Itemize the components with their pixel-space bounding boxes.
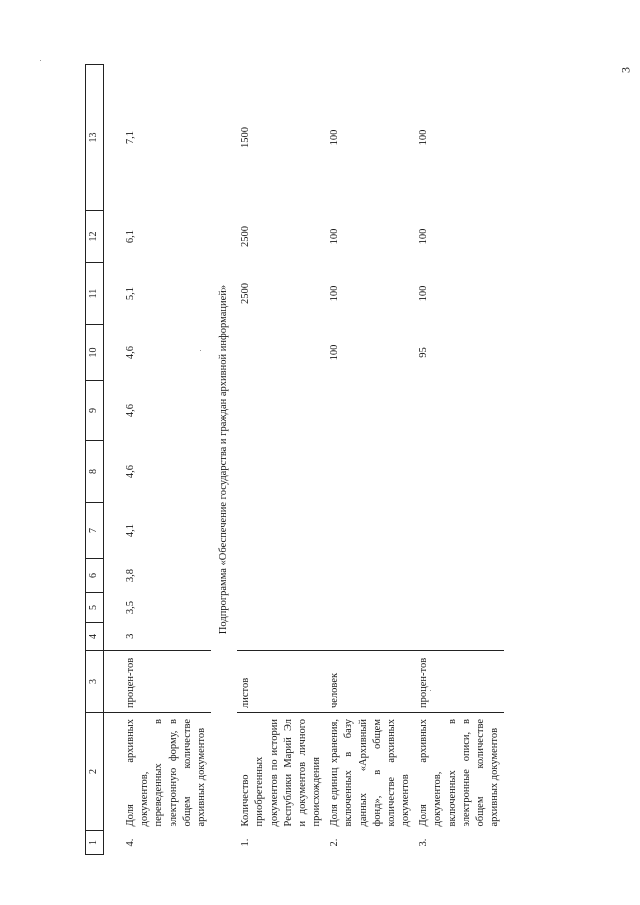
value-cell: 100 (329, 344, 341, 361)
value-cell (237, 559, 326, 593)
column-header: 10 (86, 325, 104, 381)
column-header: 1 (86, 831, 104, 855)
column-header: 11 (86, 263, 104, 325)
table-row (326, 65, 415, 855)
value-cell: 3,8 (125, 568, 136, 583)
value-cell (237, 381, 326, 441)
value-cell: 3,5 (125, 600, 136, 615)
scan-speck (40, 60, 41, 61)
value-cell (237, 623, 326, 651)
value-cell (326, 593, 415, 623)
value-cell: 4,6 (125, 403, 136, 418)
value-cell (415, 623, 504, 651)
page-number: 3 (618, 67, 633, 73)
value-cell: 95 (418, 347, 430, 358)
value-cell: 5,1 (125, 286, 136, 301)
value-cell (326, 503, 415, 559)
value-cell (326, 381, 415, 441)
column-header: 4 (86, 623, 104, 651)
value-cell (237, 593, 326, 623)
value-cell: 1500 (240, 127, 252, 148)
value-cell (415, 503, 504, 559)
value-cell: 6,1 (125, 229, 136, 244)
value-cell (415, 593, 504, 623)
subprogram-title-row (211, 65, 237, 855)
column-header: 8 (86, 441, 104, 503)
value-cell: 100 (329, 129, 341, 146)
column-header: 7 (86, 503, 104, 559)
value-cell: 100 (329, 228, 341, 245)
column-header: 12 (86, 211, 104, 263)
value-cell: 100 (418, 285, 430, 302)
value-cell (415, 559, 504, 593)
value-cell (326, 441, 415, 503)
value-cell (237, 441, 326, 503)
value-cell: 4,1 (125, 523, 136, 538)
column-header: 2 (86, 713, 104, 831)
value-cell: 4,6 (125, 464, 136, 479)
value-cell (237, 503, 326, 559)
table-row (415, 65, 504, 855)
unit-cell: человек (326, 651, 415, 713)
indicators-table (85, 64, 504, 855)
value-cell: 4,6 (125, 345, 136, 360)
value-cell: 3 (104, 623, 212, 651)
row-number: 4. (125, 838, 136, 847)
value-cell: 7,1 (125, 130, 136, 145)
value-cell (415, 381, 504, 441)
unit-cell: процен-тов (415, 651, 504, 713)
table-row (104, 65, 212, 855)
value-cell: 100 (418, 129, 430, 146)
value-cell (237, 325, 326, 381)
unit-cell: процен-тов (104, 651, 212, 713)
value-cell: 100 (329, 285, 341, 302)
unit-cell: листов (237, 651, 326, 713)
row-number: 1. (240, 838, 252, 847)
table-header-row (86, 65, 104, 855)
column-header: 13 (86, 65, 104, 211)
column-header: 3 (86, 651, 104, 713)
value-cell (415, 441, 504, 503)
rotated-table-sheet (85, 65, 625, 855)
indicator-name: Количество приобретенных документов по истории Республики Марий Эл и документов личного происхождения (240, 719, 323, 827)
column-header: 5 (86, 593, 104, 623)
subprogram-title: Подпрограмма «Обеспечение государства и граждан архивной информацией» (218, 284, 230, 635)
row-number: 3. (418, 838, 430, 847)
value-cell (326, 623, 415, 651)
column-header: 9 (86, 381, 104, 441)
indicator-name: Доля архивных документов, включенных в электронные описи, в общем количестве архивных документов (418, 719, 501, 827)
table-row (237, 65, 326, 855)
column-header: 6 (86, 559, 104, 593)
indicator-name: Доля архивных документов, переведенных в электронную форму, в общем количестве архивных документов (125, 719, 207, 827)
indicator-name: Доля единиц хранения, включенных в базу данных «Архивный фонд», в общем количестве архивных документов (329, 719, 412, 827)
value-cell: 2500 (240, 226, 252, 247)
value-cell: 2500 (240, 283, 252, 304)
row-number: 2. (329, 838, 341, 847)
value-cell (326, 559, 415, 593)
value-cell: 100 (418, 228, 430, 245)
